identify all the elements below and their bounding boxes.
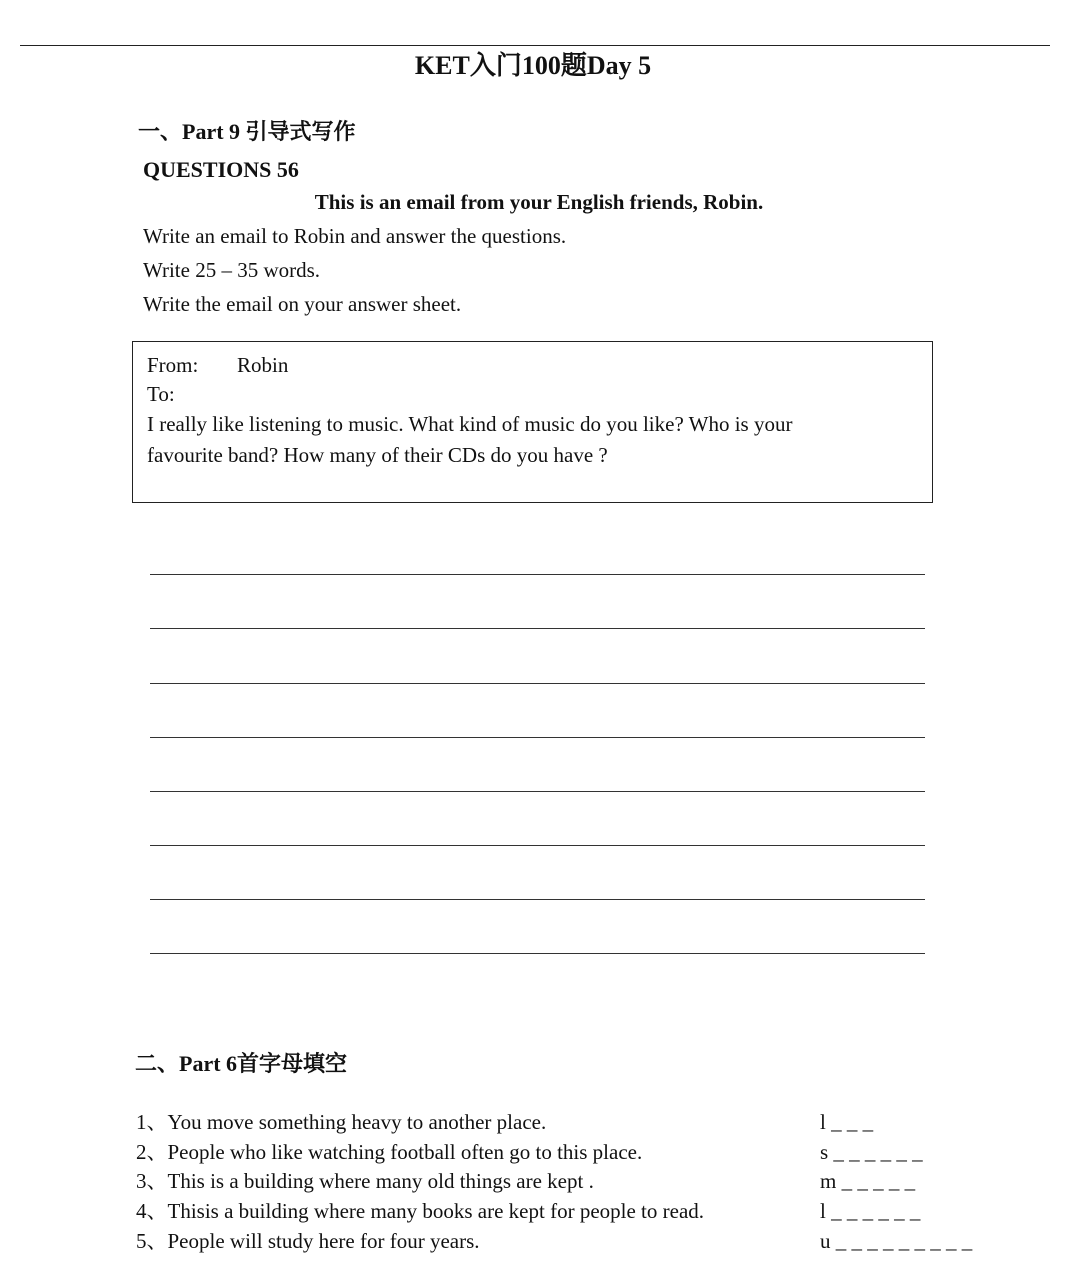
fill-answer-5[interactable]: u _ _ _ _ _ _ _ _ _ [820,1229,973,1253]
writing-line[interactable] [150,628,925,629]
top-rule [20,45,1050,46]
writing-line[interactable] [150,899,925,900]
fill-item-3: 3、This is a building where many old things are kept . [136,1169,594,1193]
section2-heading: 二、Part 6首字母填空 [135,1051,348,1076]
email-from-value: Robin [237,353,289,377]
fill-item-2: 2、People who like watching football often go to this place. [136,1140,643,1164]
writing-line[interactable] [150,574,925,575]
instruction-1: Write an email to Robin and answer the questions. [143,224,567,248]
fill-item-1: 1、You move something heavy to another place. [136,1110,547,1134]
fill-answer-2[interactable]: s _ _ _ _ _ _ [820,1140,923,1164]
fill-answer-3[interactable]: m _ _ _ _ _ [820,1169,916,1193]
fill-item-5: 5、People will study here for four years. [136,1229,480,1253]
writing-line[interactable] [150,791,925,792]
writing-line[interactable] [150,737,925,738]
email-body-line2: favourite band? How many of their CDs do you have ? [147,443,608,467]
email-intro: This is an email from your English friends, Robin. [314,190,764,214]
page-title: KET入门100题Day 5 [414,51,652,80]
email-from-label: From: [147,353,199,377]
email-to-label: To: [147,382,175,406]
fill-answer-1[interactable]: l _ _ _ [820,1110,874,1134]
question-label: QUESTIONS 56 [143,157,299,182]
instruction-2: Write 25 – 35 words. [143,258,321,282]
fill-item-4: 4、Thisis a building where many books are kept for people to read. [136,1199,705,1223]
section1-heading: 一、Part 9 引导式写作 [138,119,356,144]
writing-line[interactable] [150,845,925,846]
fill-answer-4[interactable]: l _ _ _ _ _ _ [820,1199,921,1223]
writing-line[interactable] [150,683,925,684]
instruction-3: Write the email on your answer sheet. [143,292,462,316]
writing-line[interactable] [150,953,925,954]
email-body-line1: I really like listening to music. What kind of music do you like? Who is your [147,412,793,436]
email-box [132,341,933,503]
